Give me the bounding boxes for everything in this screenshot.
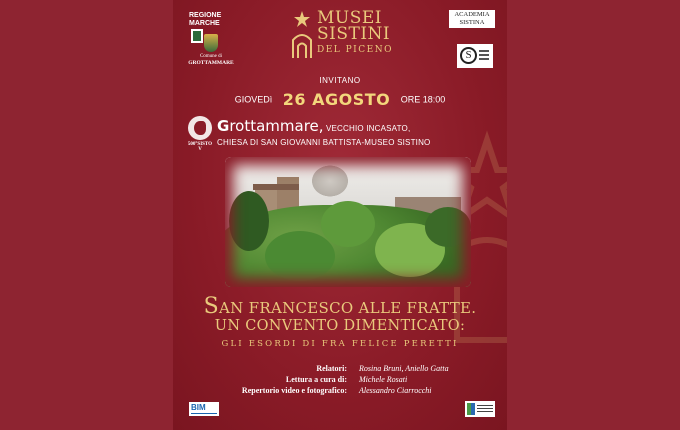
partner-bottom-right-logo: [465, 401, 495, 417]
regione-line1: REGIONE: [189, 12, 222, 19]
credits-block: [213, 364, 503, 397]
regione-line2: MARCHE: [189, 20, 220, 27]
comune-name-label: GROTTAMMARE: [188, 60, 234, 66]
credit-value: Michele Rosati: [359, 375, 408, 384]
photo-vignette: [225, 157, 471, 287]
crest-icon: [204, 34, 218, 52]
event-poster: [173, 0, 507, 430]
academia-line2: SISTINA: [459, 19, 485, 26]
invitano-label: INVITANO: [319, 76, 361, 85]
date-row: [173, 90, 507, 109]
credit-value: Alessandro Ciarrocchi: [359, 386, 432, 395]
s-emblem-icon: S: [460, 47, 477, 64]
partner-s-logo: [457, 44, 493, 68]
left-background-panel: [0, 0, 173, 430]
credit-label: Repertorio video e fotografico:: [241, 386, 347, 395]
right-background-panel: [507, 0, 680, 430]
comune-grottammare-logo: [187, 34, 235, 66]
credit-row: [213, 375, 503, 386]
star-arch-icon: [291, 10, 313, 60]
musei-sistini-logo: [291, 10, 401, 64]
credit-row: [213, 386, 503, 397]
bim-logo-text: BIM: [191, 403, 206, 412]
credit-label: Relatori:: [316, 364, 347, 373]
place-line1: VECCHIO INCASATO,: [323, 124, 411, 133]
sisto-logo-label: 500°SISTO V: [187, 142, 213, 152]
text-lines-icon: [479, 50, 489, 52]
title-line2: UN CONVENTO DIMENTICATO:: [214, 318, 466, 334]
title-line1-rest: AN FRANCESCO ALLE FRATTE.: [219, 299, 477, 317]
partner-mark-icon: [467, 403, 475, 415]
credit-row: [213, 364, 503, 375]
brand-title: [317, 10, 390, 42]
academia-line1: ACADEMIA: [454, 11, 490, 18]
bim-underline: [191, 413, 217, 414]
title-line1: [173, 294, 507, 319]
hillside-photo: [225, 157, 471, 287]
credit-value: Rosina Bruni, Aniello Gatta: [359, 364, 449, 373]
brand-title-line1: MUSEI: [317, 8, 383, 28]
brand-title-line2: SISTINI: [317, 24, 391, 44]
place-line2: CHIESA DI SAN GIOVANNI BATTISTA-MUSEO SISTINO: [217, 138, 431, 147]
credit-label: Lettura a cura di:: [285, 375, 347, 384]
regione-logo-text: [189, 12, 221, 28]
bim-logo: [189, 402, 219, 416]
city-name: [217, 117, 324, 135]
time-label: ORE 18:00: [400, 94, 446, 105]
academia-sistina-logo: [449, 10, 495, 28]
city-rest: rottammare,: [229, 117, 324, 135]
title-initial: S: [203, 294, 220, 319]
title-line3: GLI ESORDI DI FRA FELICE PERETTI: [221, 339, 459, 349]
date-label: 26 AGOSTO: [282, 90, 391, 109]
brand-subtitle: DEL PICENO: [317, 45, 393, 55]
text-lines-icon: [477, 405, 493, 406]
sisto-v-500-logo: [187, 116, 213, 152]
comune-di-label: Comune di: [199, 54, 223, 59]
day-label: GIOVEDì: [234, 94, 273, 105]
city-initial: G: [217, 117, 230, 135]
location-line1: [217, 116, 507, 135]
sisto-profile-icon: [188, 116, 212, 140]
